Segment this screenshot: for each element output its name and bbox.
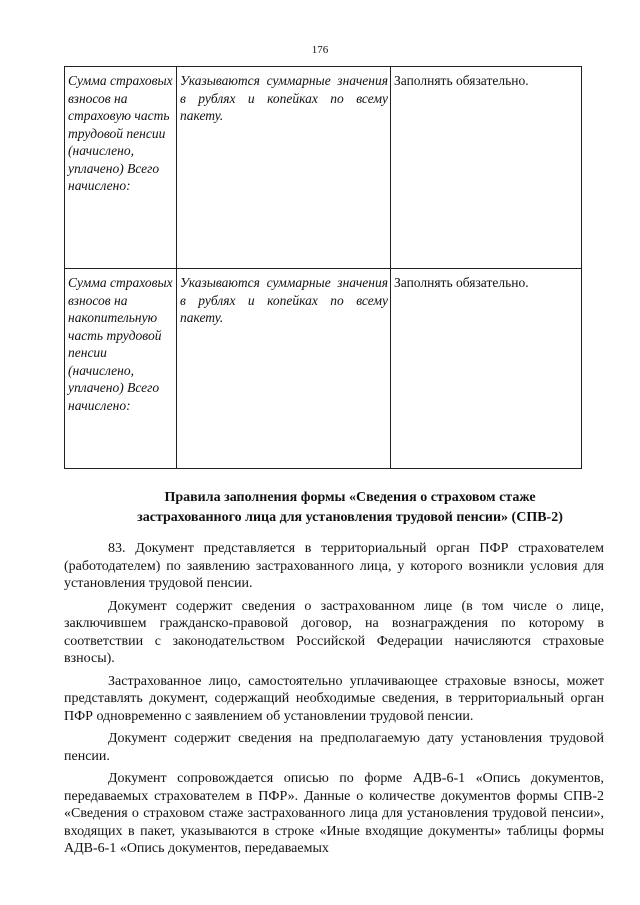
paragraph: Документ сопровождается описью по форме АДВ-6-1 «Опись документов, передаваемых страхователем в ПФР». Данные о количестве документов формы СПВ-2 «Сведения о страховом стаже застрахованного лица для установления трудовой пенсии», входящих в пакет, указываются в строке «Иные входящие документы» таблицы формы АДВ-6-1 «Опись документов, передаваемых bbox=[64, 771, 604, 856]
field-requirement-cell: Заполнять обязательно. bbox=[391, 67, 582, 269]
body-text bbox=[64, 540, 604, 863]
section-heading-line: застрахованного лица для установления трудовой пенсии» (СПВ-2) bbox=[137, 510, 563, 525]
paragraph: Застрахованное лицо, самостоятельно уплачивающее страховые взносы, может представлять документ, содержащий необходимые сведения, в территориальный орган ПФР одновременно с заявлением об установлении трудовой пенсии. bbox=[64, 673, 604, 724]
table-row bbox=[65, 67, 582, 269]
fields-table bbox=[64, 66, 582, 469]
field-description-cell: Указываются суммарные значения в рублях и копейках по всему пакету. bbox=[177, 269, 391, 469]
paragraph: 83. Документ представляется в территориальный орган ПФР страхователем (работодателем) по заявлению застрахованного лица, у которого возникли условия для установления трудовой пенсии. bbox=[64, 541, 604, 591]
table-row bbox=[65, 269, 582, 469]
field-requirement-cell: Заполнять обязательно. bbox=[391, 269, 582, 469]
field-name-cell: Сумма страховых взносов на накопительную часть трудовой пенсии (начислено, уплачено) Всего начислено: bbox=[65, 269, 177, 469]
section-heading bbox=[60, 488, 640, 528]
paragraph: Документ содержит сведения на предполагаемую дату установления трудовой пенсии. bbox=[64, 731, 604, 764]
field-name-cell: Сумма страховых взносов на страховую часть трудовой пенсии (начислено, уплачено) Всего начислено: bbox=[65, 67, 177, 269]
paragraph: Документ содержит сведения о застрахованном лице (в том числе о лице, заключившем гражданско-правовой договор, на вознаграждения по которому в соответствии с законодательством Российской Федерации начисляются страховые взносы). bbox=[64, 598, 604, 666]
field-description-cell: Указываются суммарные значения в рублях и копейках по всему пакету. bbox=[177, 67, 391, 269]
section-heading-line: Правила заполнения формы «Сведения о страховом стаже bbox=[164, 490, 536, 505]
page-number: 176 bbox=[311, 44, 329, 56]
